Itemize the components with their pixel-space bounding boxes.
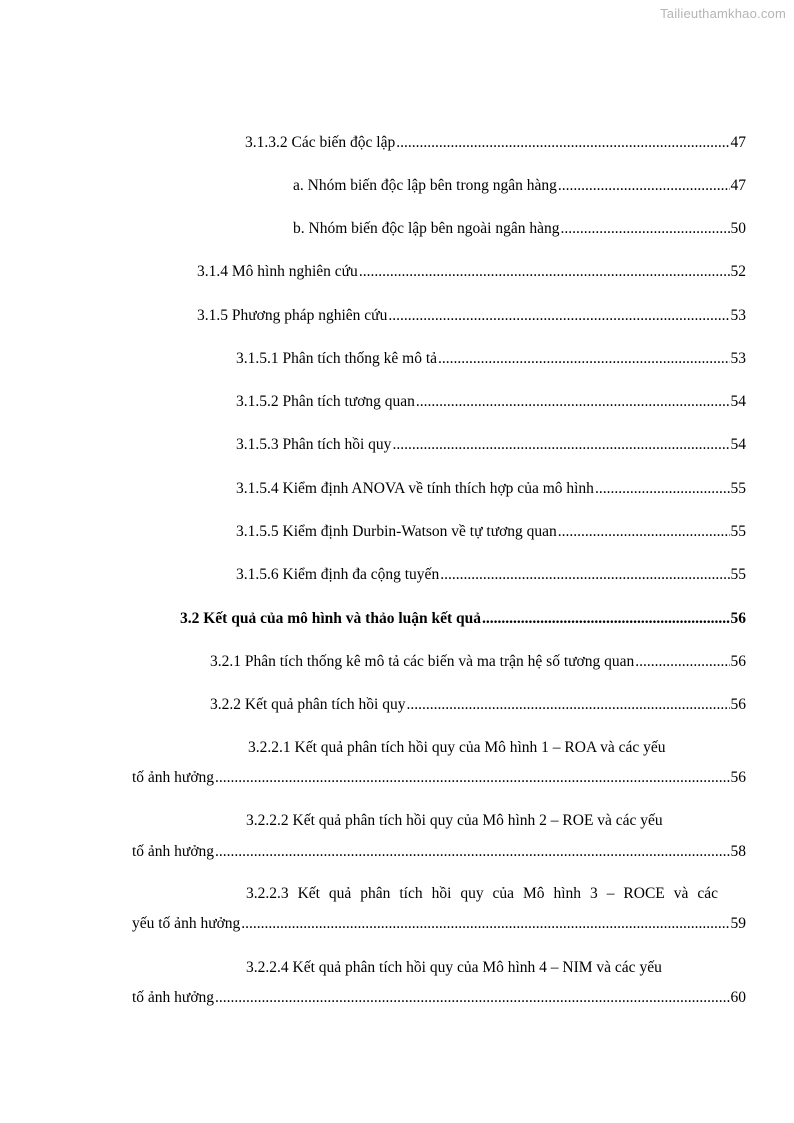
- toc-page-number: 58: [730, 843, 746, 860]
- toc-leader-dots: [558, 177, 730, 195]
- toc-page-number: 55: [730, 523, 746, 540]
- toc-page-number: 55: [730, 480, 746, 497]
- toc-entry-label: 3.2 Kết quả của mô hình và thảo luận kết quả: [180, 610, 482, 627]
- toc-entry-label: 3.2.2.1 Kết quả phân tích hồi quy của Mô hình 1 – ROA và các yếu: [248, 739, 666, 756]
- toc-entry-line2[interactable]: [132, 843, 746, 861]
- toc-entry-label: 3.1.5.6 Kiểm định đa cộng tuyến: [236, 566, 440, 583]
- toc-word: quy: [460, 885, 484, 902]
- toc-entry-label: 3.1.5 Phương pháp nghiên cứu: [197, 307, 388, 324]
- toc-leader-dots: [635, 653, 729, 671]
- toc-entry-line2[interactable]: [132, 769, 746, 787]
- toc-word: 3.2.2.3: [246, 885, 289, 902]
- toc-entry[interactable]: [293, 220, 746, 238]
- toc-entry[interactable]: [236, 436, 746, 454]
- toc-leader-dots: [396, 134, 729, 152]
- toc-page-number: 54: [730, 393, 746, 410]
- toc-entry-label: a. Nhóm biến độc lập bên trong ngân hàng: [293, 177, 557, 194]
- toc-entry-label: 3.1.5.5 Kiểm định Durbin-Watson về tự tương quan: [236, 523, 557, 540]
- toc-entry-line1[interactable]: [246, 885, 718, 903]
- toc-section-entry[interactable]: [180, 610, 746, 628]
- toc-entry[interactable]: [210, 696, 746, 714]
- toc-entry-line1[interactable]: [246, 959, 662, 977]
- toc-page-number: 56: [730, 769, 746, 786]
- toc-word: Mô: [523, 885, 545, 902]
- toc-entry[interactable]: [197, 307, 746, 325]
- toc-entry-label: 3.1.4 Mô hình nghiên cứu: [197, 263, 358, 280]
- toc-leader-dots: [438, 350, 729, 368]
- toc-entry-line1[interactable]: [246, 812, 663, 830]
- toc-entry-line1[interactable]: [248, 739, 666, 757]
- toc-page-number: 54: [730, 436, 746, 453]
- toc-leader-dots: [215, 769, 729, 787]
- toc-word: tích: [399, 885, 423, 902]
- toc-entry[interactable]: [236, 350, 746, 368]
- toc-word: phân: [360, 885, 391, 902]
- toc-entry-label-cont: tố ảnh hưởng: [132, 989, 215, 1006]
- toc-entry[interactable]: [210, 653, 746, 671]
- toc-page-number: 50: [730, 220, 746, 237]
- toc-leader-dots: [595, 480, 730, 498]
- toc-page-number: 56: [730, 653, 746, 670]
- toc-entry-label: 3.1.5.3 Phân tích hồi quy: [236, 436, 392, 453]
- toc-entry-label: 3.1.3.2 Các biến độc lập: [245, 134, 396, 151]
- watermark-text: Tailieuthamkhao.com: [660, 6, 786, 21]
- toc-entry-label-cont: tố ảnh hưởng: [132, 843, 215, 860]
- toc-word: hồi: [431, 885, 452, 902]
- toc-word: hình: [553, 885, 582, 902]
- toc-entry-label: 3.1.5.2 Phân tích tương quan: [236, 393, 415, 410]
- toc-leader-dots: [558, 523, 730, 541]
- toc-word: và: [673, 885, 689, 902]
- toc-entry[interactable]: [236, 393, 746, 411]
- toc-page-number: 56: [730, 610, 746, 627]
- toc-entry-line2[interactable]: [132, 989, 746, 1007]
- toc-word: của: [492, 885, 515, 902]
- toc-page-number: 60: [730, 989, 746, 1006]
- toc-page-number: 56: [730, 696, 746, 713]
- toc-leader-dots: [406, 696, 729, 714]
- toc-entry[interactable]: [197, 263, 746, 281]
- toc-leader-dots: [359, 263, 730, 281]
- toc-entry-label: 3.2.2.4 Kết quả phân tích hồi quy của Mô hình 4 – NIM và các yếu: [246, 959, 662, 976]
- toc-leader-dots: [392, 436, 729, 454]
- toc-entry[interactable]: [245, 134, 746, 152]
- toc-leader-dots: [241, 915, 729, 933]
- toc-entry-label-cont: tố ảnh hưởng: [132, 769, 215, 786]
- toc-entry-label: b. Nhóm biến độc lập bên ngoài ngân hàng: [293, 220, 560, 237]
- toc-word: –: [606, 885, 615, 902]
- toc-entry[interactable]: [293, 177, 746, 195]
- toc-entry-label: 3.2.2.2 Kết quả phân tích hồi quy của Mô hình 2 – ROE và các yếu: [246, 812, 663, 829]
- toc-page-number: 59: [730, 915, 746, 932]
- toc-entry[interactable]: [236, 566, 746, 584]
- toc-entry[interactable]: [236, 523, 746, 541]
- toc-page-number: 55: [730, 566, 746, 583]
- toc-entry-label-cont: yếu tố ảnh hưởng: [132, 915, 241, 932]
- toc-entry-label: 3.2.1 Phân tích thống kê mô tả các biến và ma trận hệ số tương quan: [210, 653, 635, 670]
- toc-leader-dots: [416, 393, 730, 411]
- toc-page-number: 47: [730, 177, 746, 194]
- toc-leader-dots: [560, 220, 729, 238]
- toc-leader-dots: [482, 610, 729, 628]
- toc-leader-dots: [215, 843, 729, 861]
- toc-page-number: 52: [730, 263, 746, 280]
- toc-word: Kết: [297, 885, 320, 902]
- toc-leader-dots: [215, 989, 729, 1007]
- toc-word: các: [697, 885, 718, 902]
- toc-entry-label: 3.2.2 Kết quả phân tích hồi quy: [210, 696, 406, 713]
- toc-page-number: 53: [730, 350, 746, 367]
- toc-word: ROCE: [623, 885, 665, 902]
- toc-page-number: 47: [730, 134, 746, 151]
- toc-page-number: 53: [730, 307, 746, 324]
- toc-entry-label: 3.1.5.4 Kiểm định ANOVA về tính thích hợp của mô hình: [236, 480, 594, 497]
- toc-entry[interactable]: [236, 480, 746, 498]
- toc-leader-dots: [440, 566, 729, 584]
- toc-entry-line2[interactable]: [132, 915, 746, 933]
- toc-leader-dots: [388, 307, 729, 325]
- toc-word: quả: [328, 885, 352, 902]
- toc-entry-label: 3.1.5.1 Phân tích thống kê mô tả: [236, 350, 438, 367]
- toc-word: 3: [590, 885, 598, 902]
